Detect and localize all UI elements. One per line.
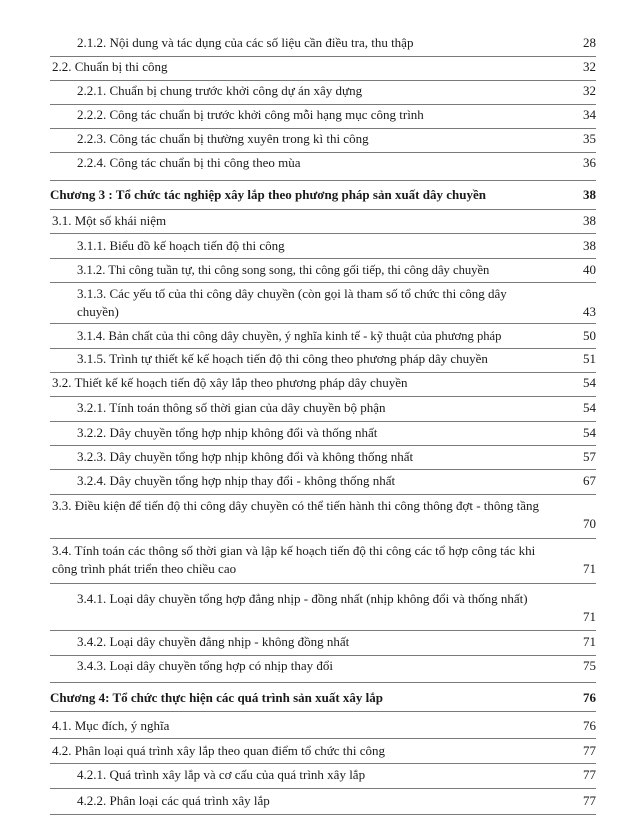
toc-entry-page: 40	[583, 262, 596, 277]
toc-entry-label: 2.2.1. Chuẩn bị chung trước khởi công dự án xây dựng	[77, 83, 363, 98]
toc-chapter-entry	[0, 186, 622, 204]
toc-entry-label: 3.3. Điều kiện để tiến độ thi công dây chuyền có thể tiến hành thi công thông đợt - thông tầng	[52, 498, 540, 513]
toc-entry-page: 57	[583, 449, 596, 464]
toc-entry-page: 32	[583, 59, 596, 74]
toc-entry-page: 67	[583, 473, 596, 488]
toc-entry	[0, 58, 622, 76]
toc-entry	[0, 497, 622, 533]
row-divider	[50, 788, 596, 789]
toc-entry-label: 3.4.3. Loại dây chuyền tổng hợp có nhịp thay đổi	[77, 658, 333, 673]
toc-chapter-label: Chương 4: Tổ chức thực hiện các quá trình sản xuất xây lắp	[50, 690, 384, 705]
toc-entry-page: 76	[583, 718, 596, 733]
toc-entry-label: 3.1.2. Thi công tuần tự, thi công song song, thi công gối tiếp, thi công dây chuyền	[77, 263, 490, 277]
toc-entry	[0, 34, 622, 52]
row-divider	[50, 233, 596, 234]
row-divider	[50, 469, 596, 470]
toc-entry	[0, 285, 622, 321]
row-divider	[50, 104, 596, 105]
toc-entry-label: 3.4.1. Loại dây chuyền tổng hợp đẳng nhịp - đồng nhất (nhịp không đổi và thống nhất)	[77, 591, 528, 606]
toc-entry-page: 38	[583, 213, 596, 228]
toc-entry	[0, 237, 622, 255]
toc-entry-page: 54	[583, 375, 596, 390]
row-divider	[50, 348, 596, 349]
toc-entry	[0, 106, 622, 124]
toc-entry-label: 3.1.1. Biểu đồ kế hoạch tiến độ thi công	[77, 238, 285, 253]
toc-entry-page: 38	[583, 187, 596, 202]
row-divider	[50, 152, 596, 153]
toc-entry-page: 71	[583, 634, 596, 649]
row-divider	[50, 128, 596, 129]
toc-entry-page: 75	[583, 658, 596, 673]
toc-entry	[0, 374, 622, 392]
toc-entry-page: 71	[583, 609, 596, 624]
toc-entry-label: 4.2. Phân loại quá trình xây lắp theo quan điểm tổ chức thi công	[52, 743, 386, 758]
toc-entry-page: 71	[583, 561, 596, 576]
toc-entry-page: 50	[583, 328, 596, 343]
toc-entry-label: 4.2.1. Quá trình xây lắp và cơ cấu của quá trình xây lắp	[77, 767, 366, 782]
toc-entry	[0, 154, 622, 172]
toc-entry-page: 54	[583, 425, 596, 440]
row-divider	[50, 738, 596, 739]
toc-entry-label: 2.2.2. Công tác chuẩn bị trước khởi công mỗi hạng mục công trình	[77, 107, 424, 122]
toc-entry-label: 3.1.4. Bản chất của thi công dây chuyền, ý nghĩa kinh tế - kỹ thuật của phương pháp	[77, 329, 502, 343]
toc-entry-page: 36	[583, 155, 596, 170]
toc-entry-page: 35	[583, 131, 596, 146]
row-divider	[50, 56, 596, 57]
toc-entry-page: 34	[583, 107, 596, 122]
toc-entry	[0, 766, 622, 784]
toc-entry	[0, 261, 622, 279]
toc-entry	[0, 130, 622, 148]
toc-entry-page: 43	[583, 304, 596, 319]
toc-entry-label: 3.2.1. Tính toán thông số thời gian của dây chuyền bộ phận	[77, 400, 386, 415]
toc-chapter-entry	[0, 689, 622, 707]
toc-entry-page: 76	[583, 690, 596, 705]
toc-entry	[0, 472, 622, 490]
toc-entry-label: 4.1. Mục đích, ý nghĩa	[52, 718, 170, 733]
row-divider	[50, 209, 596, 210]
toc-entry	[0, 542, 622, 578]
row-divider	[50, 396, 596, 397]
toc-entry-page: 77	[583, 793, 596, 808]
toc-entry	[0, 742, 622, 760]
toc-entry	[0, 399, 622, 417]
toc-entry-label: 3.4. Tính toán các thông số thời gian và lập kế hoạch tiến độ thi công các tổ hợp công tác khi công trình phát triển theo chiều cao	[52, 543, 536, 576]
toc-entry-label: 3.2.3. Dây chuyền tổng hợp nhịp không đổi và không thống nhất	[77, 449, 414, 464]
toc-entry-label: 3.2. Thiết kế kế hoạch tiến độ xây lắp theo phương pháp dây chuyền	[52, 375, 408, 390]
row-divider	[50, 445, 596, 446]
toc-chapter-label: Chương 3 : Tổ chức tác nghiệp xây lắp theo phương pháp sản xuất dây chuyền	[50, 187, 486, 202]
toc-entry-page: 38	[583, 238, 596, 253]
toc-entry-label: 3.2.2. Dây chuyền tổng hợp nhịp không đổi và thống nhất	[77, 425, 378, 440]
toc-entry	[0, 792, 622, 810]
toc-entry-page: 54	[583, 400, 596, 415]
row-divider	[50, 538, 596, 539]
row-divider	[50, 323, 596, 324]
toc-entry-label: 2.2.3. Công tác chuẩn bị thường xuyên trong kì thi công	[77, 131, 369, 146]
row-divider	[50, 80, 596, 81]
row-divider	[50, 814, 596, 815]
toc-entry-label: 4.2.2. Phân loại các quá trình xây lắp	[77, 793, 270, 808]
toc-entry	[0, 717, 622, 735]
row-divider	[50, 494, 596, 495]
toc-entry	[0, 590, 622, 626]
toc-entry-label: 3.1.5. Trình tự thiết kế kế hoạch tiến độ thi công theo phương pháp dây chuyền	[77, 351, 488, 366]
row-divider	[50, 711, 596, 712]
row-divider	[50, 282, 596, 283]
toc-entry-label: 3.2.4. Dây chuyền tổng hợp nhịp thay đổi - không thống nhất	[77, 473, 396, 488]
row-divider	[50, 180, 596, 181]
row-divider	[50, 421, 596, 422]
toc-entry-page: 32	[583, 83, 596, 98]
row-divider	[50, 763, 596, 764]
toc-entry	[0, 212, 622, 230]
toc-entry-label: 2.2.4. Công tác chuẩn bị thi công theo mùa	[77, 155, 301, 170]
toc-entry	[0, 350, 622, 368]
row-divider	[50, 630, 596, 631]
toc-entry-page: 70	[583, 516, 596, 531]
toc-entry-page: 77	[583, 767, 596, 782]
toc-entry-page: 77	[583, 743, 596, 758]
row-divider	[50, 372, 596, 373]
row-divider	[50, 258, 596, 259]
toc-entry	[0, 82, 622, 100]
toc-entry	[0, 633, 622, 651]
toc-entry-label: 3.1. Một số khái niệm	[52, 213, 167, 228]
toc-entry-label: 2.2. Chuẩn bị thi công	[52, 59, 168, 74]
toc-entry-page: 28	[583, 35, 596, 50]
toc-entry	[0, 448, 622, 466]
toc-entry-label: 3.1.3. Các yếu tố của thi công dây chuyền (còn gọi là tham số tổ chức thi công dây chuyền)	[77, 286, 507, 319]
toc-entry-label: 2.1.2. Nội dung và tác dụng của các số liệu cần điều tra, thu thập	[77, 35, 414, 50]
row-divider	[50, 583, 596, 584]
toc-entry-page: 51	[583, 351, 596, 366]
row-divider	[50, 655, 596, 656]
toc-entry-label: 3.4.2. Loại dây chuyền đẳng nhịp - không đồng nhất	[77, 634, 350, 649]
toc-entry	[0, 657, 622, 675]
toc-entry	[0, 424, 622, 442]
toc-entry	[0, 327, 622, 345]
row-divider	[50, 682, 596, 683]
